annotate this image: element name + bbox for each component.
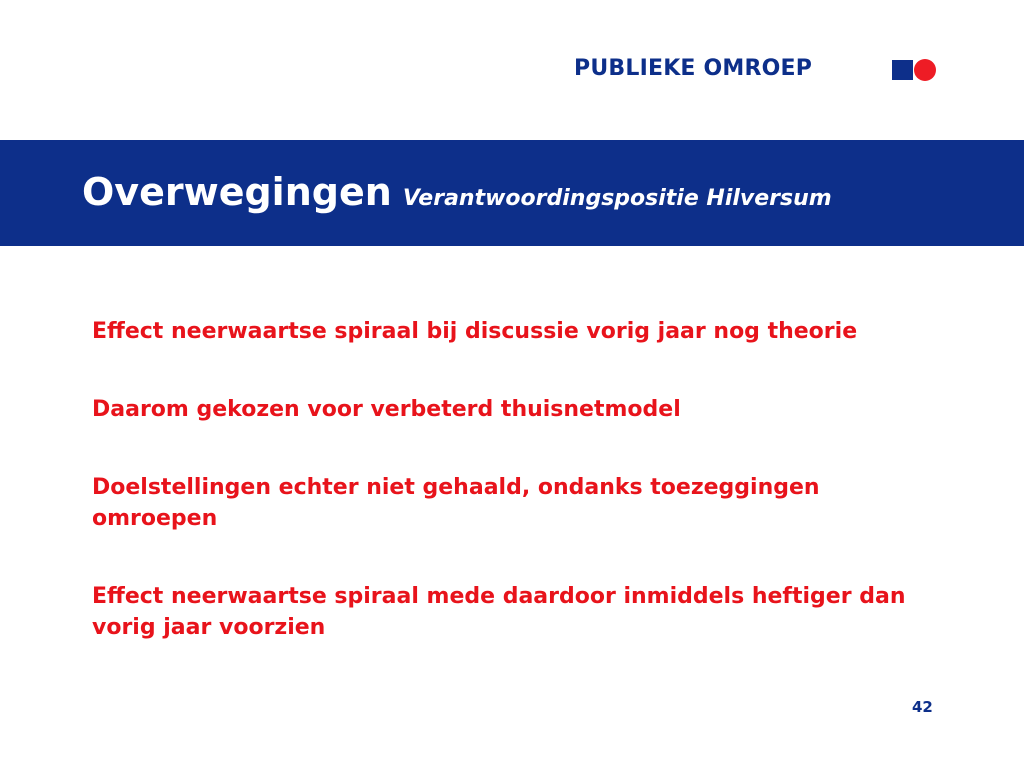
slide-title-main: Overwegingen: [82, 170, 392, 214]
bullet-point: Effect neerwaartse spiraal bij discussie vorig jaar nog theorie: [92, 319, 858, 344]
brand-logo-text: PUBLIEKE OMROEP: [574, 56, 813, 81]
bullet-point: Effect neerwaartse spiraal mede daardoor inmiddels heftiger dan vorig jaar voorzien: [92, 584, 906, 640]
logo-square-shape: [892, 60, 913, 80]
square-circle-logo-icon: [892, 59, 940, 81]
bullet-list: [92, 316, 942, 690]
slide-title-subtitle: Verantwoordingspositie Hilversum: [402, 186, 832, 211]
bullet-point: Daarom gekozen voor verbeterd thuisnetmodel: [92, 397, 681, 422]
page-number: 42: [912, 698, 933, 716]
logo-circle-shape: [914, 59, 936, 81]
slide-title: [82, 170, 832, 214]
bullet-point: Doelstellingen echter niet gehaald, ondanks toezeggingen omroepen: [92, 475, 820, 531]
title-band: [0, 140, 1024, 246]
